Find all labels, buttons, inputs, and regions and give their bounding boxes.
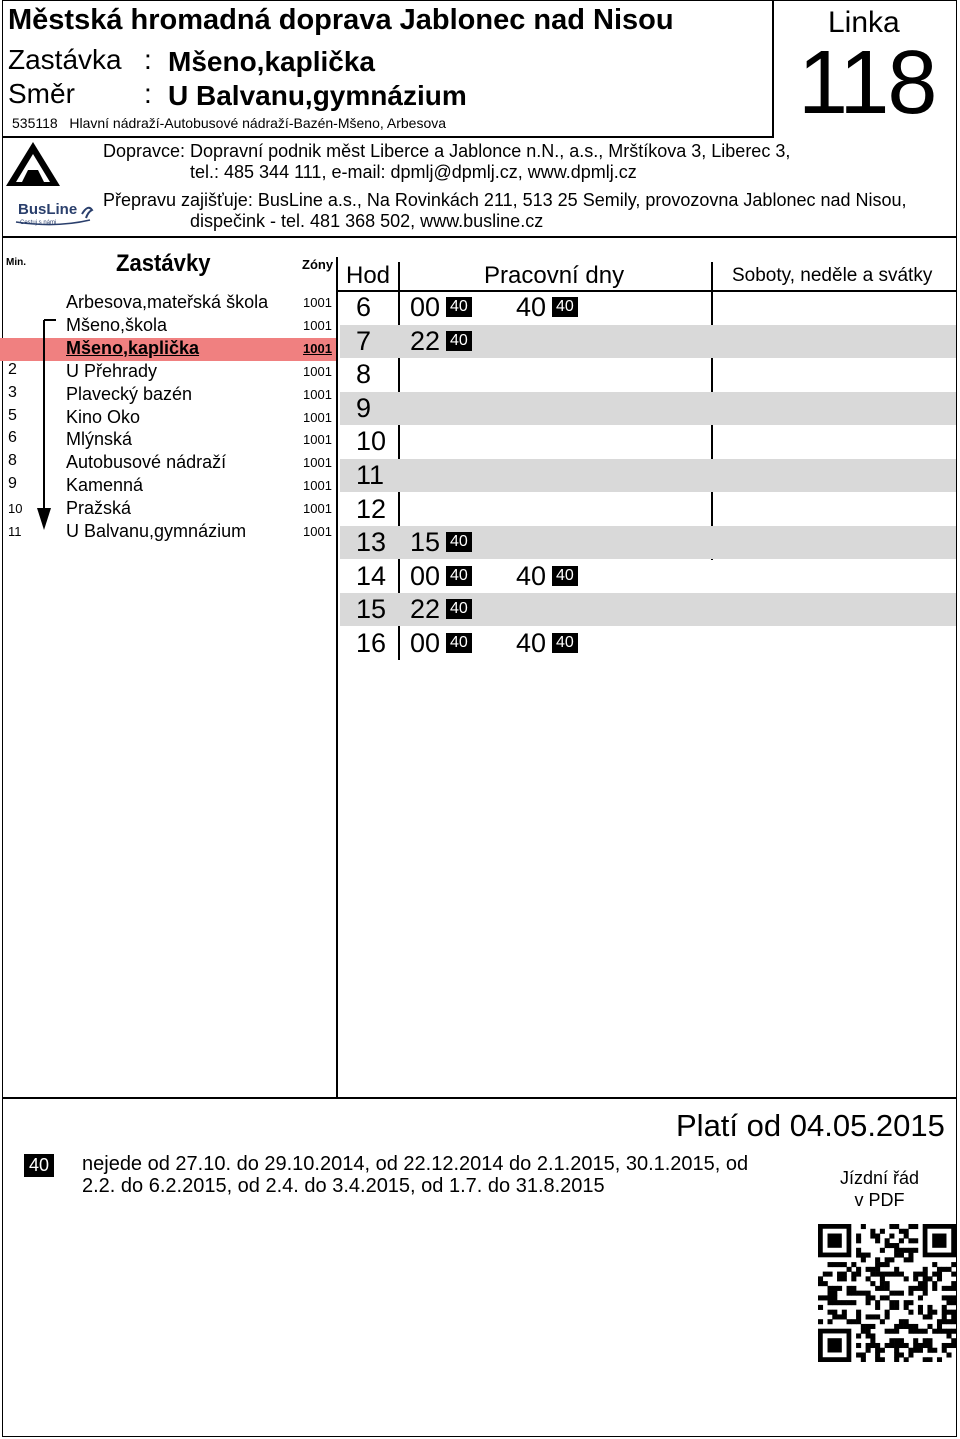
- hour-row: [340, 593, 956, 626]
- stop-name: Mlýnská: [66, 429, 133, 450]
- route-arrow-icon: [34, 318, 58, 533]
- departure-minute: 00: [410, 292, 441, 322]
- note-marker: 40: [446, 532, 472, 552]
- departure-minute: 00: [410, 560, 441, 591]
- stop-minutes: 10: [8, 501, 23, 517]
- stop-zone: 1001: [303, 317, 332, 333]
- hour-cell: 9: [356, 392, 372, 423]
- hour-row: [340, 425, 956, 458]
- company-title: Městská hromadná doprava Jablonec nad Nisou: [8, 4, 674, 36]
- stop-zone: 1001: [303, 501, 332, 517]
- weekend-header: Soboty, neděle a svátky: [732, 265, 933, 286]
- hour-header: Hod: [346, 262, 391, 289]
- operator-line-2: tel.: 485 344 111, e-mail: dpmlj@dpmlj.cz, www.dpmlj.cz: [190, 162, 637, 182]
- stop-name: Mšeno,kaplička: [66, 337, 200, 358]
- stop-name: Mšeno,škola: [66, 314, 168, 335]
- hour-cell: 15: [356, 594, 387, 625]
- footer-rule: [2, 1097, 957, 1099]
- stop-row: [0, 292, 336, 315]
- note-marker: 40: [552, 297, 578, 317]
- stop-minutes: 8: [8, 452, 17, 470]
- hour-row: [340, 493, 956, 526]
- route-code: 535118: [12, 115, 58, 131]
- stops-divider: [336, 257, 338, 1098]
- hour-cell: 6: [356, 292, 372, 322]
- hour-row: [340, 325, 956, 358]
- stop-zone: 1001: [303, 409, 332, 425]
- departure-minute: 15: [410, 527, 441, 558]
- stop-zone: 1001: [303, 363, 332, 379]
- note-text: nejede od 27.10. do 29.10.2014, od 22.12.2014 do 2.1.2015, 30.1.2015, od 2.2. do 6.2.2015, od 2.4. do 3.4.2015, od 1.7. do 31.8.2015: [82, 1153, 749, 1197]
- stop-name: U Přehrady: [66, 360, 158, 381]
- hour-cell: 13: [356, 527, 387, 558]
- stop-zone: 1001: [303, 455, 332, 471]
- hour-cell: 14: [356, 560, 387, 591]
- hour-cell: 8: [356, 359, 372, 390]
- stop-name: Pražská: [66, 498, 132, 519]
- stop-value: Mšeno,kaplička: [168, 46, 375, 77]
- busline-logo-subtext: Cestuj s námi: [20, 220, 57, 226]
- stop-zone: 1001: [303, 340, 332, 356]
- header-divider: [772, 0, 774, 137]
- line-label: Linka: [828, 6, 900, 39]
- stop-name: Arbesova,mateřská škola: [66, 292, 269, 312]
- departure-minute: 40: [516, 628, 547, 658]
- hour-row: [340, 392, 956, 425]
- hour-cell: 12: [356, 493, 387, 524]
- stop-zone: 1001: [303, 295, 332, 310]
- departure-minute: 22: [410, 325, 441, 356]
- stop-minutes: 3: [8, 383, 17, 401]
- hour-row: [340, 291, 956, 324]
- stop-name: Kamenná: [66, 475, 144, 496]
- direction-separator: :: [144, 78, 152, 109]
- pdf-link-line-1: Jízdní řád: [839, 1168, 920, 1188]
- direction-label: Směr: [8, 78, 75, 109]
- hour-row: [340, 358, 956, 391]
- busline-logo-text: BusLine: [18, 201, 78, 218]
- note-marker: 40: [446, 331, 472, 351]
- stop-name: Kino Oko: [66, 406, 141, 427]
- stop-name: Autobusové nádraží: [66, 452, 227, 473]
- route-info: [12, 115, 446, 131]
- line-number: 118: [798, 33, 936, 133]
- dpmlj-logo-icon: [4, 140, 62, 190]
- stop-separator: :: [144, 44, 152, 75]
- carrier-line-1: Přepravu zajišťuje: BusLine a.s., Na Rovinkách 211, 513 25 Semily, provozovna Jablonec nad Nisou,: [103, 190, 907, 210]
- note-badge: 40: [24, 1154, 54, 1177]
- operator-line-1: Dopravce: Dopravní podnik měst Liberce a Jablonce n.N., a.s., Mrštíkova 3, Liberec 3,: [103, 141, 791, 161]
- stop-name: U Balvanu,gymnázium: [66, 521, 247, 541]
- route-description: Hlavní nádraží-Autobusové nádraží-Bazén-Mšeno, Arbesova: [69, 115, 447, 131]
- pdf-link[interactable]: [822, 1167, 937, 1211]
- departure-minute: 40: [516, 560, 547, 591]
- hour-row: [340, 627, 956, 660]
- stop-minutes: 5: [8, 406, 17, 424]
- header-rule: [2, 136, 774, 138]
- stops-header: Zastávky: [116, 250, 211, 277]
- note-marker: 40: [446, 566, 472, 586]
- departure-minute: 00: [410, 628, 441, 658]
- pdf-link-line-2: v PDF: [854, 1190, 905, 1210]
- stop-minutes: 9: [8, 475, 17, 493]
- header-bottom-rule: [2, 236, 957, 238]
- hour-row: [340, 526, 956, 559]
- note-marker: 40: [552, 633, 578, 653]
- departure-minute: 40: [516, 292, 547, 322]
- hour-row: [340, 560, 956, 593]
- hour-row: [340, 459, 956, 492]
- stop-name: Plavecký bazén: [66, 383, 193, 404]
- hour-cell: 11: [356, 460, 385, 490]
- stop-zone: 1001: [303, 524, 332, 539]
- stop-zone: 1001: [303, 386, 332, 402]
- hour-cell: 10: [356, 426, 387, 457]
- minutes-header: Min.: [6, 257, 26, 268]
- stop-zone: 1001: [303, 432, 332, 448]
- hour-cell: 7: [356, 325, 372, 356]
- note-marker: 40: [446, 633, 472, 653]
- departure-minute: 22: [410, 594, 441, 625]
- note-marker: 40: [446, 297, 472, 317]
- stop-minutes: 6: [8, 429, 17, 447]
- direction-value: U Balvanu,gymnázium: [168, 80, 467, 111]
- stop-label: Zastávka: [8, 44, 122, 75]
- carrier-line-2: dispečink - tel. 481 368 502, www.busline.cz: [190, 211, 544, 231]
- stop-zone: 1001: [303, 478, 332, 494]
- note-marker: 40: [552, 566, 578, 586]
- note-marker: 40: [446, 599, 472, 619]
- valid-from: Platí od 04.05.2015: [676, 1108, 945, 1143]
- qr-code-icon[interactable]: [818, 1224, 956, 1362]
- weekday-header: Pracovní dny: [484, 262, 625, 289]
- hour-cell: 16: [356, 628, 387, 658]
- zones-header: Zóny: [302, 257, 334, 272]
- stop-minutes: 2: [8, 360, 17, 378]
- stop-minutes: 11: [8, 524, 22, 539]
